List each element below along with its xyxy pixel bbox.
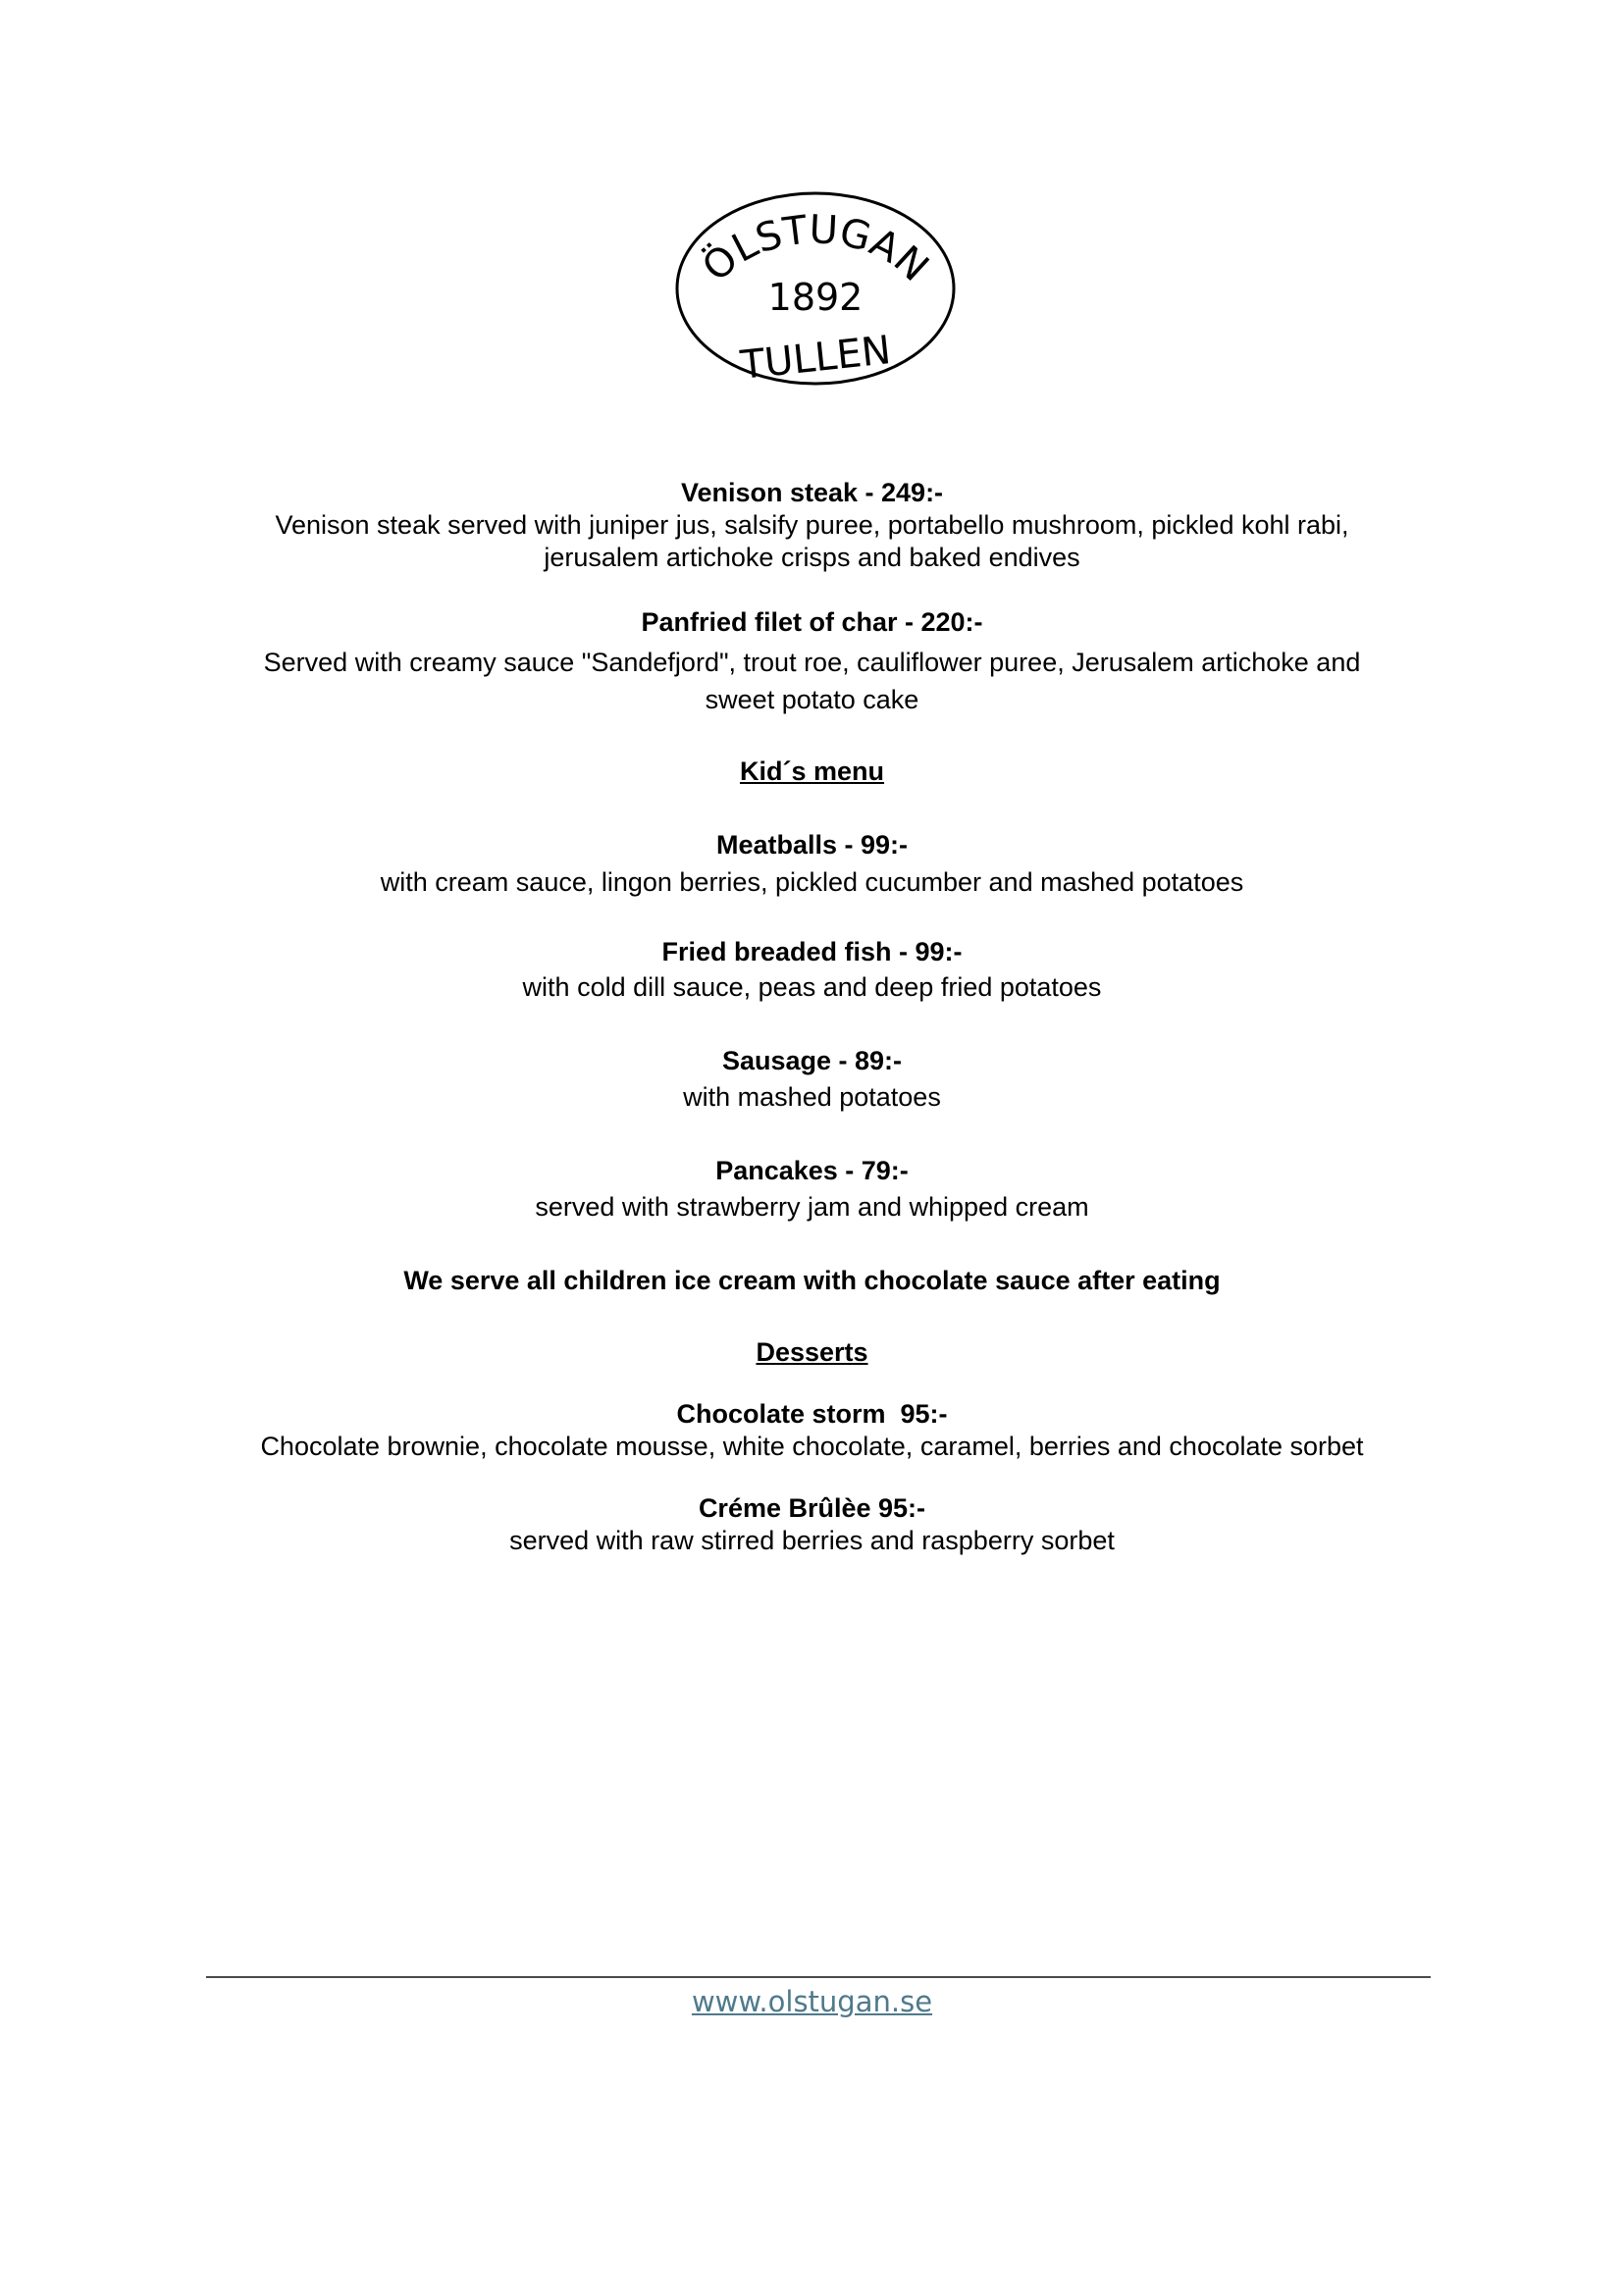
dish-description: Chocolate brownie, chocolate mousse, white chocolate, caramel, berries and chocolate sorbet [260,1432,1364,1461]
menu-item-char [0,606,1624,718]
menu-item-sausage [0,1045,1624,1114]
menu-item-chocolate-storm [0,1398,1624,1463]
footer-divider [206,1976,1431,1978]
dish-title: Venison steak - 249:- [680,478,944,507]
dish-title: Sausage - 89:- [721,1046,903,1075]
logo-top-text: ÖLSTUGAN [694,207,937,291]
dish-description: with mashed potatoes [683,1082,941,1112]
menu-item-venison [0,477,1624,574]
logo-seal [673,188,958,390]
restaurant-logo [673,188,958,390]
dish-title: Meatballs - 99:- [715,830,909,860]
dish-title: Créme Brûlèe 95:- [698,1493,926,1523]
dish-title: Pancakes - 79:- [715,1156,909,1185]
menu-item-fried-fish [0,936,1624,1004]
logo-year: 1892 [767,276,864,319]
website-link[interactable]: www.olstugan.se [691,1985,933,2018]
kids-menu-heading: Kid´s menu [739,756,884,786]
kids-ice-cream-note: We serve all children ice cream with chocolate sauce after eating [403,1266,1221,1295]
dish-description: Served with creamy sauce "Sandefjord", trout roe, cauliflower puree, Jerusalem artichoke and sweet potato cake [263,648,1361,714]
logo-bottom-text: TULLEN [738,328,894,389]
dish-title: Chocolate storm 95:- [676,1399,948,1429]
menu-item-meatballs [0,829,1624,899]
dish-description: served with raw stirred berries and raspberry sorbet [509,1526,1115,1555]
dish-title: Fried breaded fish - 99:- [661,937,963,966]
dish-description: Venison steak served with juniper jus, salsify puree, portabello mushroom, pickled kohl rabi, jerusalem artichoke crisps and baked endives [275,510,1349,572]
dish-description: served with strawberry jam and whipped cream [535,1192,1089,1222]
dish-description: with cold dill sauce, peas and deep fried potatoes [522,972,1102,1002]
desserts-heading: Desserts [756,1337,868,1367]
dish-title: Panfried filet of char - 220:- [641,607,983,637]
dish-description: with cream sauce, lingon berries, pickled cucumber and mashed potatoes [380,867,1244,897]
menu-item-creme-brulee [0,1492,1624,1557]
menu-item-pancakes [0,1155,1624,1224]
menu-content [0,477,1624,1557]
